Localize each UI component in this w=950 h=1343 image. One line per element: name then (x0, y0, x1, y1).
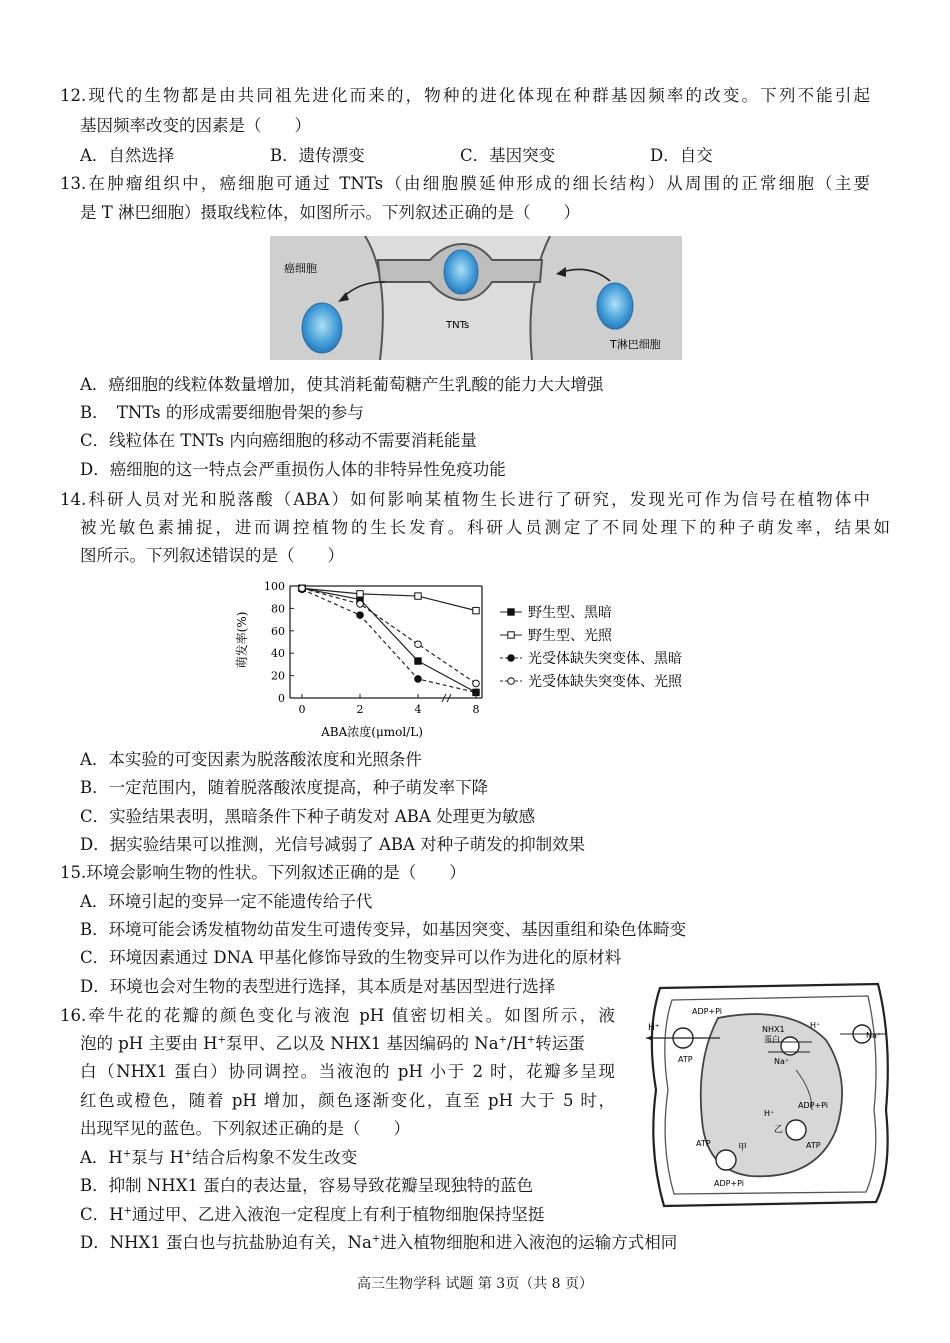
q16-option-c (80, 1203, 544, 1227)
y-tick-label: 80 (271, 602, 285, 616)
q13-stem-line2: 是 T 淋巴细胞）摄取线粒体，如图所示。下列叙述正确的是（ ） (80, 203, 580, 222)
series-3-point (473, 689, 480, 696)
page-footer: 高三生物学科 试题 第 3页（共 8 页） (356, 1276, 594, 1292)
q13-stem-line1: 13.在肿瘤组织中，癌细胞可通过 TNTs（由细胞膜延伸形成的细长结构）从周围的正常细胞（主要 (60, 174, 870, 193)
series-4-point (299, 585, 306, 592)
arrowhead (646, 1035, 653, 1041)
y-tick-label: 60 (271, 624, 285, 638)
legend-label-3: 光受体缺失突变体、黑暗 (528, 651, 682, 667)
x-tick-label: 8 (472, 703, 480, 716)
series-3-point (357, 612, 364, 619)
q15-option-c: C．环境因素通过 DNA 甲基化修饰导致的生物变异可以作为进化的原材料 (80, 948, 622, 967)
label-atp-jia: ATP (696, 1139, 711, 1148)
q16-line2-part4: 转运蛋 (535, 1034, 585, 1053)
q16-option-a (80, 1146, 357, 1170)
mitochondrion-cancer (302, 303, 342, 353)
series-2-point (415, 593, 421, 599)
label-adp-pi-top: ADP+Pi (692, 1007, 723, 1016)
q16-option-a-part3: 结合后构象不发生改变 (192, 1148, 358, 1167)
mitochondrion-in-tnt (444, 250, 478, 294)
germination-chart (232, 580, 732, 740)
q13-option-d: D．癌细胞的这一特点会严重损伤人体的非特异性免疫功能 (80, 460, 506, 479)
series-line-3 (302, 589, 476, 692)
sup-plus: + (217, 1034, 226, 1046)
q14-stem-line1: 14.科研人员对光和脱落酸（ABA）如何影响某植物生长进行了研究，发现光可作为信号在植物体中 (60, 490, 870, 509)
y-tick-label: 0 (278, 692, 285, 705)
x-tick-label: 0 (298, 703, 306, 716)
legend-label-4: 光受体缺失突变体、光照 (528, 674, 682, 690)
q12-option-c: C．基因突变 (460, 146, 556, 165)
label-nhx1-protein: 蛋白 (764, 1035, 780, 1044)
chart-x-axis-label: ABA浓度(μmol/L) (321, 725, 423, 739)
q12-options (80, 144, 840, 168)
tnt-figure (270, 236, 682, 360)
series-2-point (357, 591, 363, 597)
q15-option-d: D．环境也会对生物的表型进行选择，其本质是对基因型进行选择 (80, 977, 556, 996)
sup-plus: + (526, 1034, 536, 1046)
q16-stem-line1: 16.牵牛花的花瓣的颜色变化与液泡 pH 值密切相关。如图所示，液 (60, 1006, 615, 1025)
q16-line2-part2: 泵甲、乙以及 NHX1 基因编码的 Na (225, 1034, 499, 1053)
sup-plus: + (122, 1148, 132, 1160)
series-1-point (415, 658, 421, 664)
legend-marker-4 (508, 678, 515, 685)
q16-option-d (80, 1231, 677, 1255)
series-4-point (357, 601, 364, 608)
q16-option-d-part2: 进入植物细胞和进入液泡的运输方式相同 (380, 1233, 678, 1252)
label-adp-pi-yi: ADP+Pi (798, 1101, 829, 1110)
label-adp-pi-jia: ADP+Pi (714, 1179, 745, 1188)
sup-plus: + (498, 1034, 507, 1046)
series-line-4 (302, 588, 476, 683)
q15-option-a: A．环境引起的变异一定不能遗传给子代 (80, 892, 373, 911)
chart-axes (264, 580, 482, 716)
chart-y-axis-label: 萌发率(%) (235, 611, 249, 669)
vacuole-figure (640, 980, 900, 1210)
q16-line2-part3: /H (506, 1034, 527, 1053)
label-cancer-cell: 癌细胞 (284, 262, 317, 275)
sup-plus: + (123, 1205, 132, 1217)
mitochondrion-t-cell (597, 283, 633, 329)
y-tick-label: 100 (264, 580, 285, 593)
q14-stem-line3: 图所示。下列叙述错误的是（ ） (80, 546, 344, 565)
q16-line2-part1: 泡的 pH 主要由 H (80, 1034, 218, 1053)
chart-series (299, 585, 480, 696)
q16-option-c-part1: C．H (80, 1205, 124, 1224)
y-tick-label: 20 (271, 669, 285, 683)
q16-option-a-part1: A．H (80, 1148, 123, 1167)
q13-option-c: C．线粒体在 TNTs 内向癌细胞的移动不需要消耗能量 (80, 431, 477, 450)
label-h-outside: H⁺ (648, 1023, 660, 1033)
legend-label-1: 野生型、黑暗 (528, 605, 612, 621)
q12-option-d: D．自交 (650, 146, 713, 165)
q14-option-d: D．据实验结果可以推测，光信号减弱了 ABA 对种子萌发的抑制效果 (80, 835, 586, 854)
label-na-outside: Na⁺ (866, 1031, 882, 1040)
legend-marker-1 (508, 609, 514, 615)
label-jia: 甲 (738, 1143, 748, 1153)
label-yi: 乙 (774, 1125, 784, 1135)
series-3-point (415, 676, 422, 683)
q15-stem: 15.环境会影响生物的性状。下列叙述正确的是（ ） (60, 863, 466, 882)
q12-stem-line1: 12.现代的生物都是由共同祖先进化而来的，物种的进化体现在种群基因频率的改变。下列不能引起 (60, 86, 870, 105)
q12-option-a: A．自然选择 (80, 146, 175, 165)
series-4-point (473, 680, 480, 687)
label-tnts: TNTs (446, 320, 470, 331)
x-tick-label: 4 (414, 703, 422, 716)
q16-stem-line2 (80, 1032, 585, 1056)
series-4-point (415, 641, 422, 648)
q14-option-c: C．实验结果表明，黑暗条件下种子萌发对 ABA 处理更为敏感 (80, 807, 536, 826)
q13-option-a: A．癌细胞的线粒体数量增加，使其消耗葡萄糖产生乳酸的能力大大增强 (80, 375, 604, 394)
label-t-cell: T淋巴细胞 (610, 338, 661, 351)
q14-option-b: B．一定范围内，随着脱落酸浓度提高，种子萌发率下降 (80, 778, 489, 797)
series-line-2 (302, 588, 476, 610)
q16-option-c-part2: 通过甲、乙进入液泡一定程度上有利于植物细胞保持坚挺 (131, 1205, 545, 1224)
q14-option-a: A．本实验的可变因素为脱落酸浓度和光照条件 (80, 750, 422, 769)
legend-marker-3 (508, 655, 515, 662)
q16-stem-line3: 白（NHX1 蛋白）协同调控。当液泡的 pH 小于 2 时，花瓣多呈现 (80, 1062, 615, 1081)
q16-option-d-part1: D．NHX1 蛋白也与抗盐胁迫有关，Na (80, 1233, 372, 1252)
chart-legend (500, 604, 683, 690)
q14-stem-line2: 被光敏色素捕捉，进而调控植物的生长发育。科研人员测定了不同处理下的种子萌发率，结果如 (80, 518, 890, 537)
label-h-yi: H⁺ (764, 1109, 775, 1118)
sup-plus: + (371, 1233, 381, 1245)
label-na-inside: Na⁺ (774, 1057, 790, 1066)
q15-option-b: B．环境可能会诱发植物幼苗发生可遗传变异，如基因突变、基因重组和染色体畸变 (80, 920, 687, 939)
sup-plus: + (183, 1148, 193, 1160)
pump-yi (786, 1120, 806, 1140)
q12-stem-line2: 基因频率改变的因素是（ ） (80, 116, 311, 135)
label-atp-left: ATP (678, 1055, 693, 1064)
q16-option-a-part2: 泵与 H (131, 1148, 184, 1167)
q16-stem-line4: 红色或橙色，随着 pH 增加，颜色逐渐变化，直至 pH 大于 5 时， (80, 1091, 615, 1110)
legend-marker-2 (508, 632, 514, 638)
pump-jia (716, 1150, 736, 1170)
label-h-nhx1: H⁺ (810, 1021, 821, 1030)
series-2-point (473, 607, 479, 613)
legend-label-2: 野生型、光照 (528, 628, 612, 644)
q16-stem-line5: 出现罕见的蓝色。下列叙述正确的是（ ） (80, 1119, 410, 1138)
y-tick-label: 40 (271, 647, 285, 661)
label-nhx1: NHX1 (762, 1025, 785, 1034)
q13-option-b: B． TNTs 的形成需要细胞骨架的参与 (80, 403, 364, 422)
q16-option-b: B．抑制 NHX1 蛋白的表达量，容易导致花瓣呈现独特的蓝色 (80, 1176, 534, 1195)
q12-option-b: B．遗传漂变 (270, 146, 365, 165)
x-tick-label: 2 (356, 703, 364, 716)
label-atp-yi: ATP (806, 1141, 821, 1150)
